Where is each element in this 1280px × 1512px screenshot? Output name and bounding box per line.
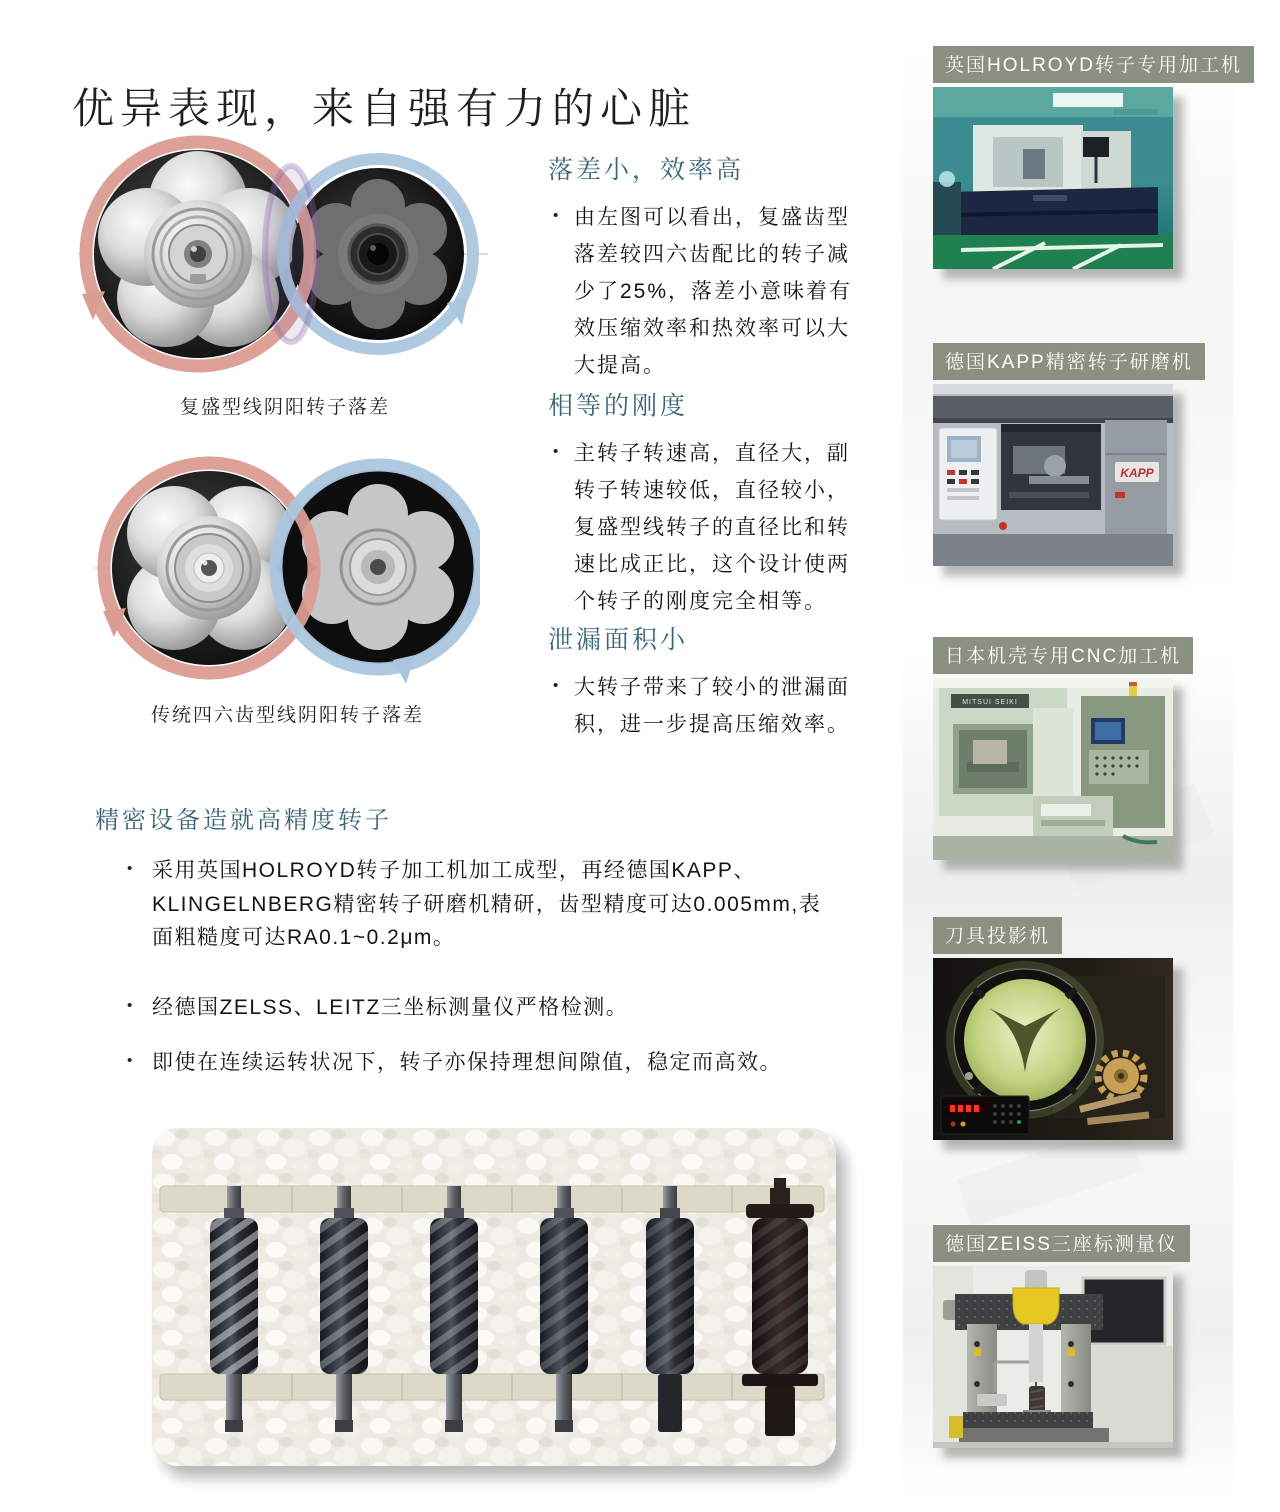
feature-small-leakage — [548, 620, 870, 744]
feature-bullet: • 主转子转速高，直径大，副转子转速较低，直径较小，复盛型线转子的直径比和转速比成正比，这个设计使两个转子的刚度完全相等。 — [548, 436, 870, 621]
kapp-grinding-machine-photo — [933, 384, 1173, 566]
traditional-diagram-caption: 传统四六齿型线阴阳转子落差 — [150, 705, 424, 726]
precision-bullet: • 采用英国HOLROYD转子加工机加工成型，再经德国KAPP、KLINGELNBERG精密转子研磨机精研，齿型精度可达0.005mm,表面粗糙度可达RA0.1~0.2μm。 — [122, 854, 822, 955]
feature-bullet: • 大转子带来了较小的泄漏面积，进一步提高压缩效率。 — [548, 670, 870, 744]
feature-heading: 相等的刚度 — [548, 392, 689, 420]
feature-equal-rigidity — [548, 386, 870, 621]
feature-heading: 落差小，效率高 — [548, 156, 745, 184]
equipment-label: 英国HOLROYD转子专用加工机 — [933, 46, 1254, 83]
equipment-block-projector — [933, 917, 1173, 1140]
mesh-overlap-highlight — [265, 166, 317, 342]
machine-enclosure — [973, 125, 1131, 195]
feature-small-drop — [548, 150, 870, 385]
equipment-block-cnc — [933, 637, 1193, 860]
kapp-cabinet — [1105, 420, 1167, 538]
tool-projector-photo — [933, 958, 1173, 1140]
kapp-logo: KAPP — [1120, 466, 1154, 480]
equipment-label: 刀具投影机 — [933, 917, 1062, 954]
equipment-block-zeiss — [933, 1225, 1190, 1448]
precision-bullet: • 即使在连续运转状况下，转子亦保持理想间隙值，稳定而高效。 — [122, 1046, 822, 1080]
equipment-label: 日本机壳专用CNC加工机 — [933, 637, 1193, 674]
work-cavity — [1001, 424, 1101, 510]
holroyd-photo-image — [933, 87, 1173, 269]
precision-bullet: • 经德国ZELSS、LEITZ三坐标测量仪严格检测。 — [122, 991, 822, 1025]
zeiss-photo-image — [933, 1266, 1173, 1448]
fusheng-rotor-diagram — [78, 128, 488, 380]
zeiss-cmm-photo — [933, 1266, 1173, 1448]
feature-bullet: • 由左图可以看出，复盛齿型落差较四六齿配比的转子减少了25%，落差小意味着有效压缩效率和热效率可以大大提高。 — [548, 200, 870, 385]
equipment-block-kapp — [933, 343, 1205, 566]
control-console — [939, 428, 997, 520]
traditional-rotor-diagram — [95, 443, 480, 695]
precision-bullet-list — [122, 854, 822, 1080]
rotors-in-foam-photo — [152, 1128, 836, 1466]
page-title: 优异表现，来自强有力的心脏 — [72, 85, 697, 133]
precision-section-heading: 精密设备造就高精度转子 — [95, 807, 392, 834]
fusheng-diagram-caption: 复盛型线阴阳转子落差 — [179, 397, 390, 418]
equipment-label: 德国ZEISS三座标测量仪 — [933, 1225, 1190, 1262]
holroyd-rotor-machine-photo — [933, 87, 1173, 269]
projector-photo-image — [933, 958, 1173, 1140]
equipment-label: 德国KAPP精密转子研磨机 — [933, 343, 1205, 380]
traditional-rotor-diagram-image — [95, 443, 480, 695]
operator-console — [1033, 796, 1113, 836]
machine-base — [948, 187, 1158, 243]
machine-brand-label: MITSUI SEIKI — [962, 699, 1018, 706]
readout-panel — [941, 1096, 1029, 1134]
cnc-photo-image — [933, 678, 1173, 860]
projection-screen — [951, 966, 1099, 1114]
fusheng-rotor-diagram-image — [78, 128, 488, 380]
cnc-machine-photo — [933, 678, 1173, 860]
equipment-block-holroyd — [933, 46, 1254, 269]
kapp-photo-image — [933, 384, 1173, 566]
rotors-in-foam-image — [152, 1128, 836, 1466]
feature-heading: 泄漏面积小 — [548, 626, 689, 654]
